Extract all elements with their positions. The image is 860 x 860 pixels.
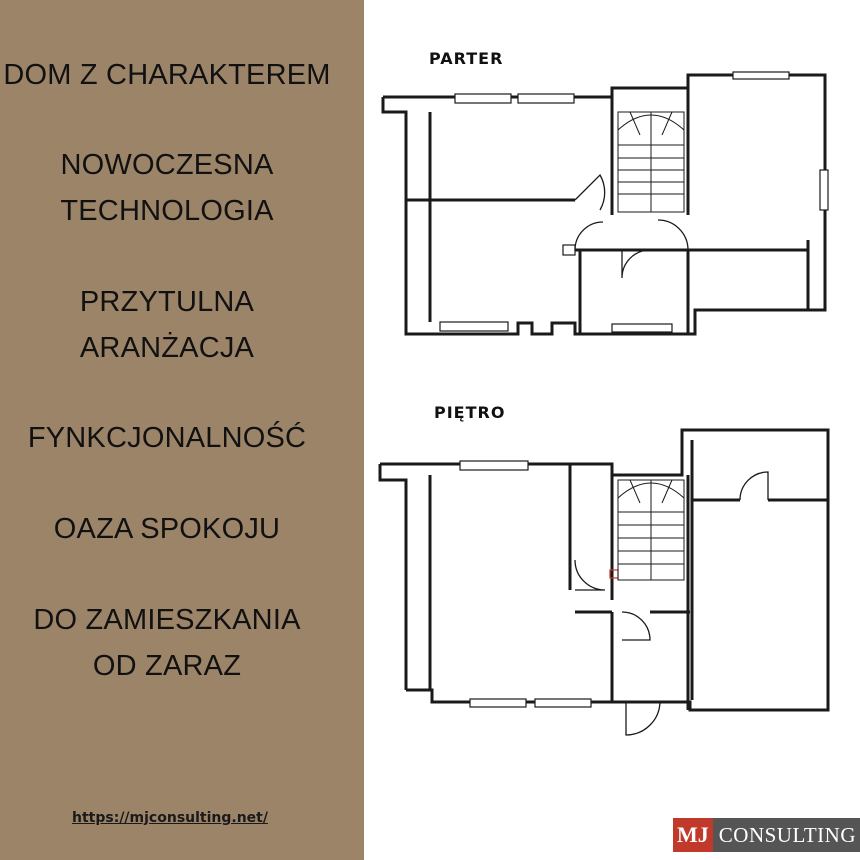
logo-name: CONSULTING [713, 818, 860, 852]
feature-line: NOWOCZESNA [60, 149, 274, 181]
ground-floor-title: PARTER [429, 49, 504, 68]
upper-floor-plan [380, 430, 828, 735]
logo-mark: MJ [673, 818, 713, 852]
feature-line: TECHNOLOGIA [60, 195, 274, 227]
feature-line: OD ZARAZ [92, 650, 242, 682]
feature-line: DOM Z CHARAKTEREM [3, 59, 331, 91]
mj-consulting-logo [673, 818, 860, 852]
feature-line: DO ZAMIESZKANIA [33, 604, 301, 636]
upper-floor-title: PIĘTRO [434, 403, 506, 422]
website-link[interactable]: https://mjconsulting.net/ [72, 810, 268, 826]
feature-line: ARANŻACJA [79, 332, 255, 364]
feature-line: PRZYTULNA [79, 286, 255, 318]
ground-floor-plan [383, 72, 828, 334]
feature-line: FYNKCJONALNOŚĆ [27, 422, 307, 454]
feature-line: OAZA SPOKOJU [53, 513, 281, 545]
